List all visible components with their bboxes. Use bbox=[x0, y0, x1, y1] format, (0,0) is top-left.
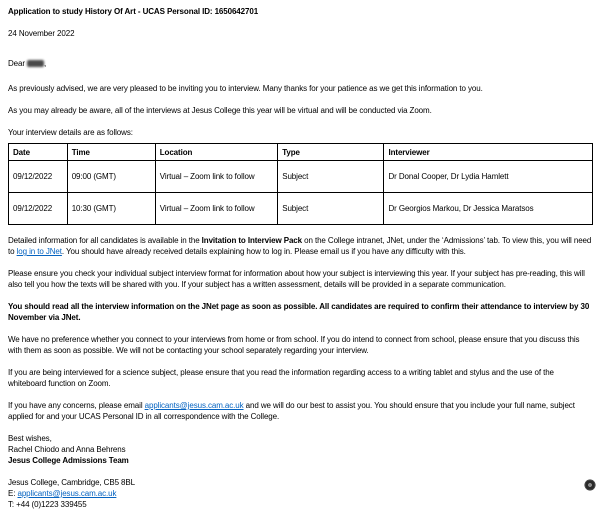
gear-icon[interactable] bbox=[585, 480, 595, 490]
cell-location: Virtual – Zoom link to follow bbox=[155, 193, 277, 225]
salutation-suffix: , bbox=[43, 59, 47, 68]
signature-team: Jesus College Admissions Team bbox=[8, 456, 129, 465]
footer-email-link[interactable]: applicants@jesus.cam.ac.uk bbox=[17, 489, 117, 498]
paragraph-details-lead: Your interview details are as follows: bbox=[8, 128, 133, 137]
applicants-email-link[interactable]: applicants@jesus.cam.ac.uk bbox=[144, 401, 244, 410]
paragraph-virtual-notice: As you may already be aware, all of the interviews at Jesus College this year will be virtual and will be conducted via Zoom. bbox=[8, 106, 432, 115]
signature-closing: Best wishes, bbox=[8, 434, 52, 443]
paragraph-science-subject: If you are being interviewed for a science subject, please ensure that you read the information regarding access to a writing tablet and stylus and the use of the whiteboard function on Zoom. bbox=[8, 368, 554, 388]
cell-interviewer: Dr Donal Cooper, Dr Lydia Hamlett bbox=[384, 161, 593, 193]
cell-time: 09:00 (GMT) bbox=[67, 161, 155, 193]
cell-date: 09/12/2022 bbox=[9, 161, 68, 193]
concerns-text: If you have any concerns, please email bbox=[8, 401, 145, 410]
page-title: Application to study History Of Art - UCAS Personal ID: 1650642701 bbox=[8, 7, 259, 16]
table-row bbox=[9, 193, 593, 225]
paragraph-interview-pack bbox=[8, 235, 592, 257]
contact-email-line bbox=[8, 488, 592, 499]
interview-schedule-table bbox=[8, 143, 593, 225]
pack-text: Detailed information for all candidates is available in the bbox=[8, 236, 202, 245]
paragraph-subject-format: Please ensure you check your individual subject interview format for information about how your subject is interviewing this year. If your subject has pre-reading, this will also tell you how the texts will be shared with you. If your subject has a written assessment, details will be provided in a separate communication. bbox=[8, 269, 585, 289]
cell-date: 09/12/2022 bbox=[9, 193, 68, 225]
table-row bbox=[9, 161, 593, 193]
paragraph-intro: As previously advised, we are very pleased to be inviting you to interview. Many thanks for your patience as we get this information to you. bbox=[8, 84, 483, 93]
letter-date: 24 November 2022 bbox=[8, 29, 75, 38]
col-header-type: Type bbox=[278, 144, 384, 161]
paragraph-location-preference: We have no preference whether you connect to your interviews from home or from school. If you do intend to connect from school, please ensure that you discuss this with them as soon as possible. We will not be contacting your school separately regarding your interview. bbox=[8, 335, 580, 355]
college-address: Jesus College, Cambridge, CB5 8BL bbox=[8, 478, 135, 487]
col-header-location: Location bbox=[155, 144, 277, 161]
pack-bold-text: Invitation to Interview Pack bbox=[201, 236, 303, 245]
pack-text: on the College intranet, JNet, under the ‘Admissions’ tab. To view this, you will need to bbox=[8, 236, 592, 256]
concerns-text: and we will do our best to assist you. You should ensure that you include your full name, subject applied for and your UCAS Personal ID in all correspondence with the College. bbox=[8, 401, 575, 421]
cell-type: Subject bbox=[278, 161, 384, 193]
paragraph-concerns bbox=[8, 400, 592, 422]
cell-type: Subject bbox=[278, 193, 384, 225]
spacer bbox=[8, 466, 592, 477]
pack-text: . You should have already received details explaining how to log in. Please email us if you have any difficulty with this. bbox=[61, 247, 466, 256]
contact-phone-line: T: +44 (0)1223 339455 bbox=[8, 500, 87, 509]
cell-interviewer: Dr Georgios Markou, Dr Jessica Maratsos bbox=[384, 193, 593, 225]
signature-names: Rachel Chiodo and Anna Behrens bbox=[8, 445, 126, 454]
cell-location: Virtual – Zoom link to follow bbox=[155, 161, 277, 193]
jnet-login-link[interactable]: log in to JNet bbox=[16, 247, 62, 256]
col-header-date: Date bbox=[9, 144, 68, 161]
cell-time: 10:30 (GMT) bbox=[67, 193, 155, 225]
salutation-prefix: Dear bbox=[8, 59, 25, 68]
table-header-row bbox=[9, 144, 593, 161]
col-header-time: Time bbox=[67, 144, 155, 161]
salutation bbox=[8, 58, 592, 69]
email-prefix: E: bbox=[8, 489, 18, 498]
paragraph-confirm-attendance: You should read all the interview information on the JNet page as soon as possible. All candidates are required to confirm their attendance to interview by 30 November via JNet. bbox=[8, 302, 590, 322]
col-header-interviewer: Interviewer bbox=[384, 144, 593, 161]
redacted-name bbox=[27, 59, 47, 68]
